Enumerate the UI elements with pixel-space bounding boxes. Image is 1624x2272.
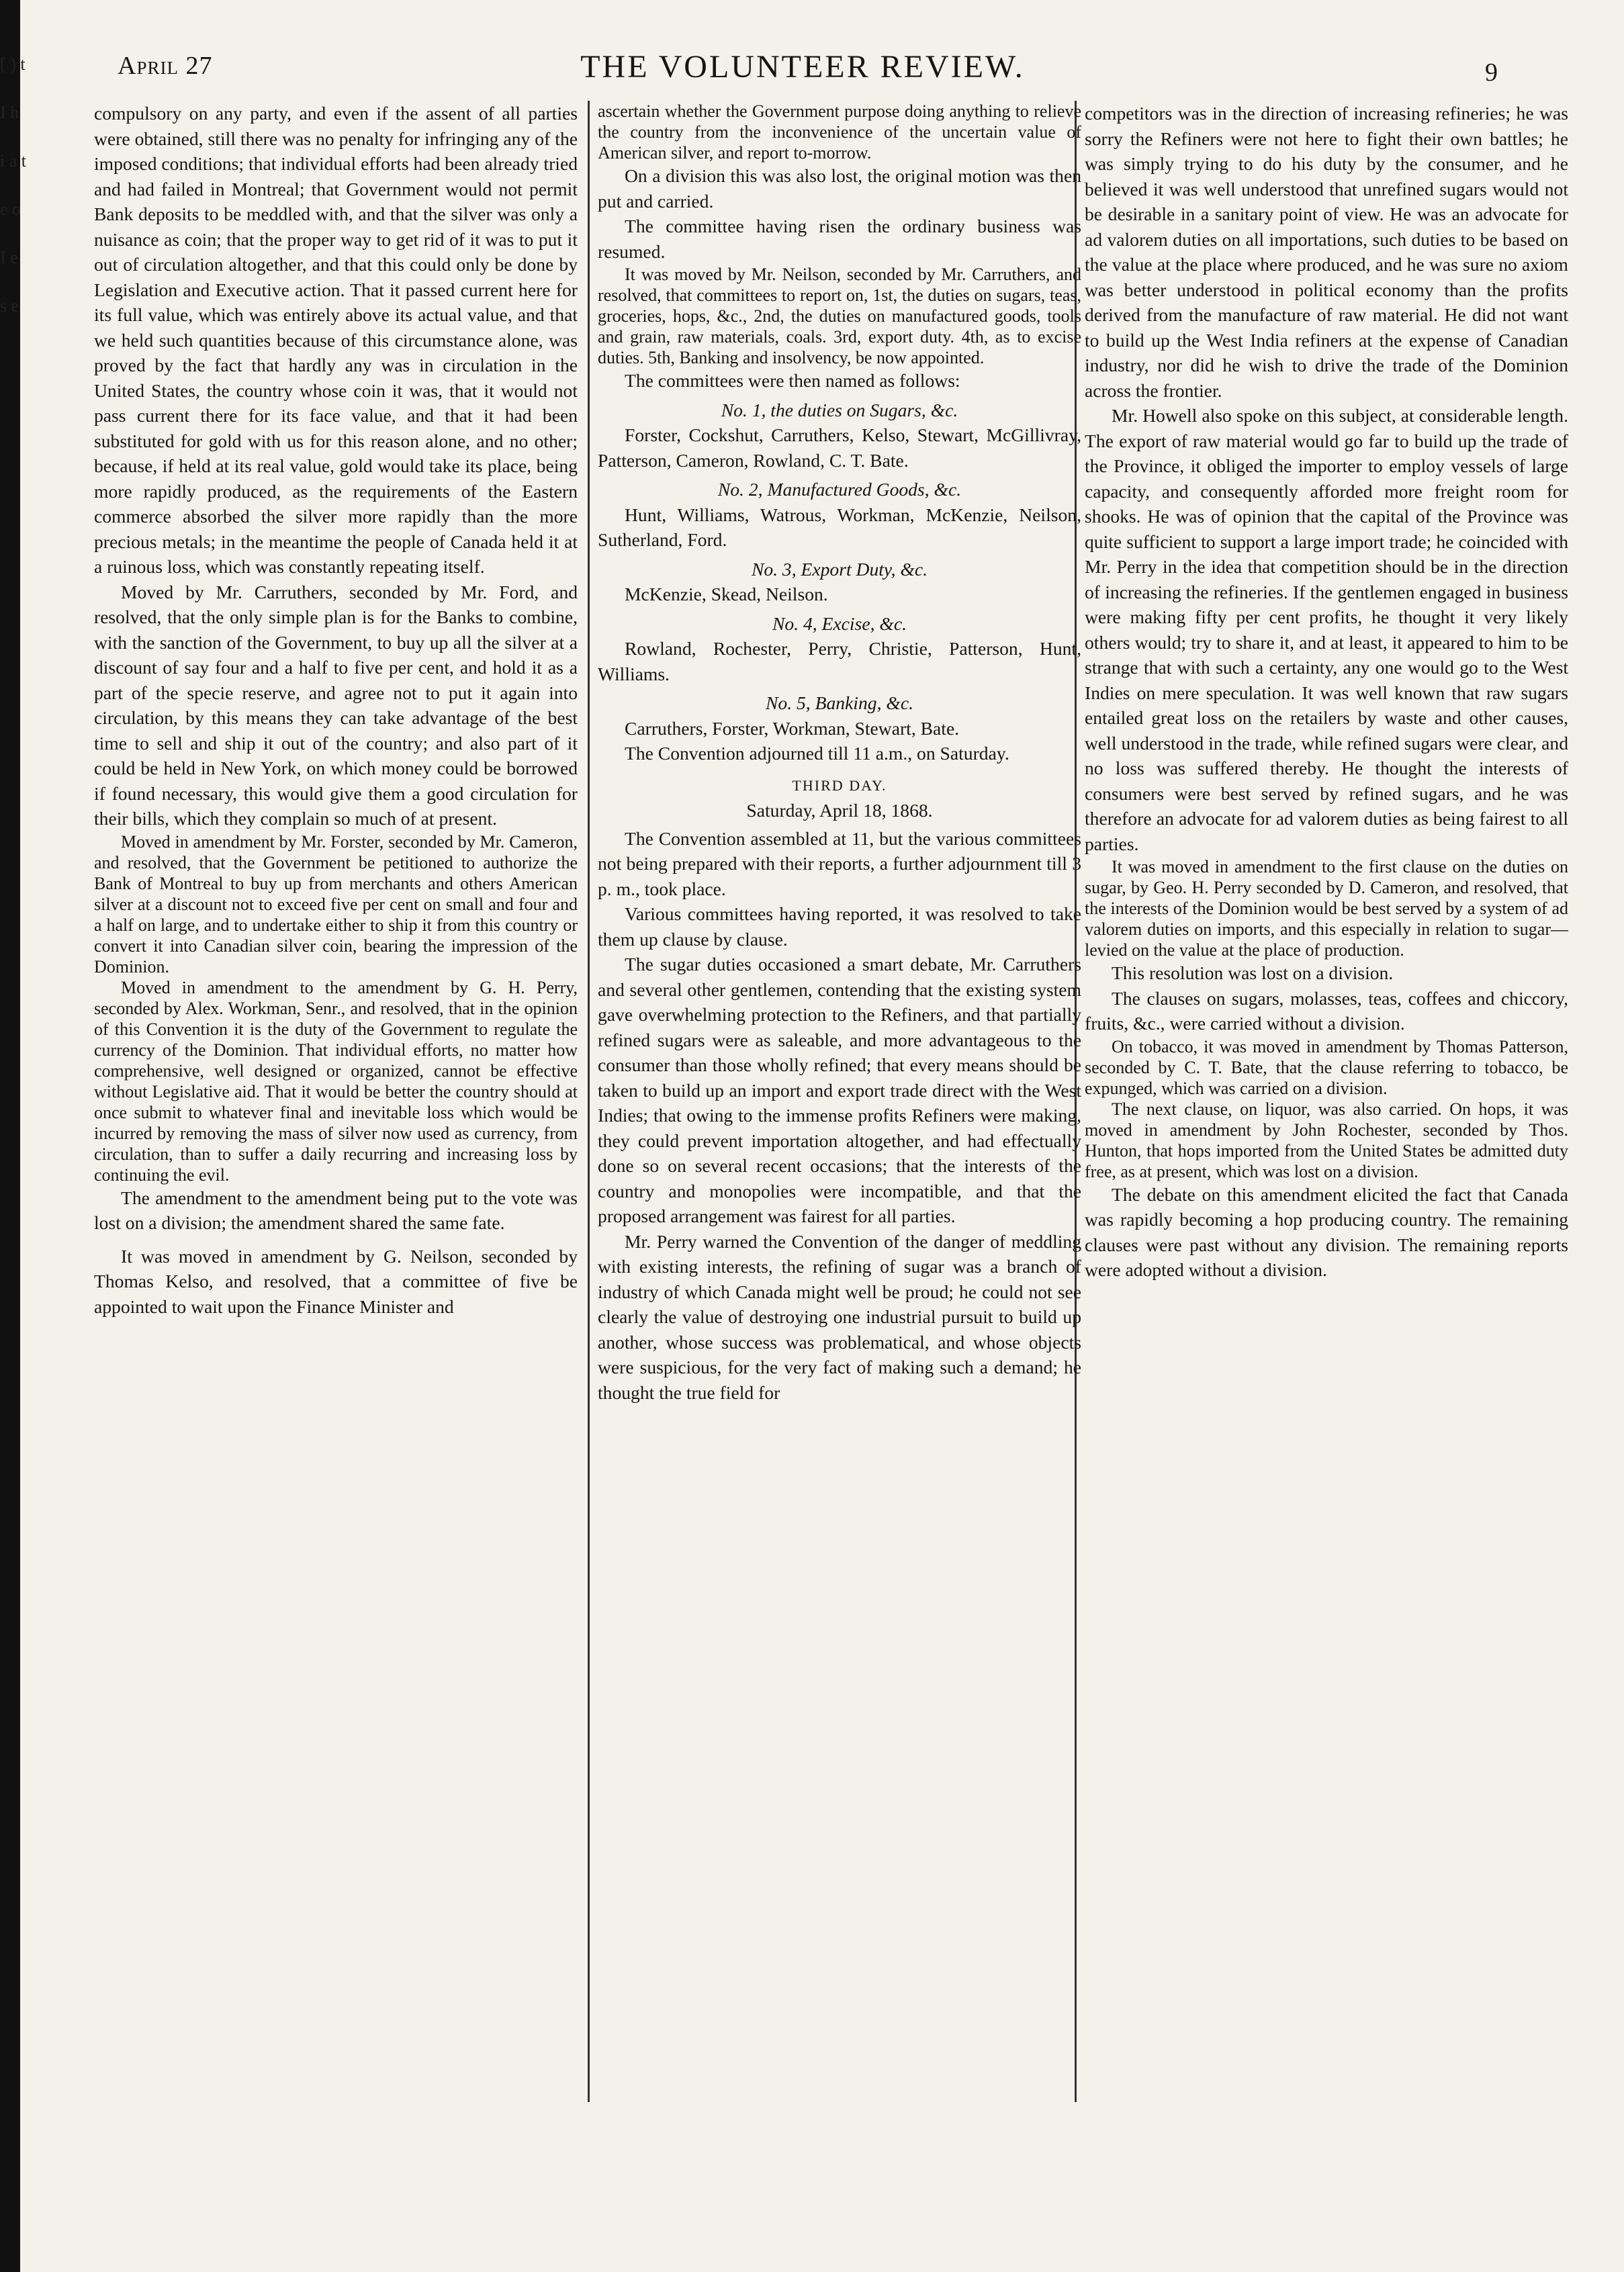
paragraph: The Convention assembled at 11, but the various committees not being prepared with their reports, a further adjournment till 3 p. m., took place. [598, 827, 1081, 899]
paragraph: It was moved in amendment to the first clause on the duties on sugar, by Geo. H. Perry seconded by D. Cameron, and resolved, that the interests of the Dominion would be best served by a system of ad valorem duties on imports, and this especially in relation to sugar—levied on the value at the place of production. [1085, 857, 1568, 960]
paragraph: The committees were then named as follows: [625, 370, 960, 391]
column-2 [598, 101, 1081, 2109]
paragraph: It was moved in amendment by G. Neilson, seconded by Thomas Kelso, and resolved, that a committee of five be appointed to wait upon the Finance Minister and [94, 1245, 578, 1317]
paragraph: The debate on this amendment elicited the fact that Canada was rapidly becoming a hop producing country. The remaining clauses were past without any division. The remaining reports were adopted without a division. [1085, 1183, 1568, 1280]
page-number: 9 [1485, 58, 1498, 87]
header-title: THE VOLUNTEER REVIEW. [580, 49, 1025, 85]
paragraph: ascertain whether the Government purpose doing anything to relieve the country from the inconvenience of the uncertain value of American silver, and report to-morrow. [598, 101, 1081, 163]
page-header [118, 48, 1498, 95]
section-date: Saturday, April 18, 1868. [746, 800, 933, 821]
paragraph: Mr. Perry warned the Convention of the danger of meddling with existing interests, the refining of sugar was a branch of industry of which Canada might well be proud; he could not see clearly the value of destroying one industrial pursuit to build up another, whose success was problematical, and whose objects were suspicious, for the very fact of making such a demand; he thought the true field for [598, 1230, 1081, 1403]
paragraph: competitors was in the direction of increasing refineries; he was sorry the Refiners were not here to fight their own battles; he was simply trying to do his duty by the consumer, and he believed it was well understood that unrefined sugars would not be desirable in a sanitary point of view. He was an advocate for ad valorem duties on all importations, such duties to be based on the value at the place where produced, and he was sure no axiom was better understood in political economy than the profits derived from the manufacture of raw material. He did not want to build up the West India refiners at the expense of Canadian industry, nor did he wish to drive the trade of the Dominion across the frontier. [1085, 103, 1568, 401]
paragraph: Moved by Mr. Carruthers, seconded by Mr. Ford, and resolved, that the only simple plan is for the Banks to combine, with the sanction of the Government, to buy up all the silver at a discount of say four and a half to five per cent, and hold it as a part of the specie reserve, and agree not to put it again into circulation, by this means they can take advantage of the best time to sell and ship it out of the country; and also part of it could be held in New York, on which money could be borrowed if found necessary, this would give them a good circulation for their bills, which they complain so much of at present. [94, 581, 578, 829]
paragraph: Moved in amendment by Mr. Forster, seconded by Mr. Cameron, and resolved, that the Government be petitioned to authorize the Bank of Montreal to buy up from merchants and others American silver at a discount not to exceed five per cent on small and four and a half on large, and to undertake either to ship it from this country or convert it into Canadian silver coin, bearing the impression of the Dominion. [94, 831, 578, 976]
header-date: April 27 [118, 52, 213, 80]
paragraph: Moved in amendment to the amendment by G. H. Perry, seconded by Alex. Workman, Senr., and resolved, that in the opinion of this Convention it is the duty of the Government to regulate the currency of the Dominion. That individual efforts, no matter how comprehensive, well designed or organized, cannot be effective without Legislative aid. That it would be better the country should at once submit to whatever final and inevitable loss which would be incurred by removing the mass of silver now used as currency, from circulation, than to suffer a daily recurring and increasing loss by continuing the evil. [94, 977, 578, 1185]
column-rule [588, 101, 590, 2102]
column-1 [94, 101, 578, 2109]
paragraph: The amendment to the amendment being put to the vote was lost on a division; the amendment shared the same fate. [94, 1187, 578, 1233]
committee-heading: No. 4, Excise, &c. [772, 612, 907, 634]
committee-heading: No. 1, the duties on Sugars, &c. [721, 399, 958, 420]
paragraph: On tobacco, it was moved in amendment by Thomas Patterson, seconded by C. T. Bate, that the clause referring to tobacco, be expunged, which was carried on a division. [1085, 1036, 1568, 1098]
column-3 [1085, 101, 1568, 2109]
binding-edge [0, 0, 20, 2272]
committee-members: Rowland, Rochester, Perry, Christie, Patterson, Hunt, Williams. [598, 638, 1081, 684]
committee-members: Hunt, Williams, Watrous, Workman, McKenzie, Neilson, Sutherland, Ford. [598, 504, 1081, 550]
paragraph: It was moved by Mr. Neilson, seconded by Mr. Carruthers, and resolved, that committees to report on, 1st, the duties on sugars, teas, groceries, hops, &c., 2nd, the duties on manufactured goods, tools and grain, raw materials, coals. 3rd, export duty. 4th, as to excise duties. 5th, Banking and insolvency, be now appointed. [598, 265, 1081, 367]
paragraph: The sugar duties occasioned a smart debate, Mr. Carruthers and several other gentlemen, contending that the existing system gave overwhelming protection to the Refiners, and that partially refined sugars were as saleable, and more advantageous to the consumer than those wholly refined; that every means should be taken to build up an import and export trade direct with the West Indies; that owing to the immense profits Refiners were making, they could prevent importation altogether, and had effectually done so on several recent occasions; that the interests of the country and monopolies were incompatible, and that the proposed arrangement was fairest for all parties. [598, 954, 1081, 1226]
cropped-edge-text: [ ) t I h i a t e o I e s e [0, 54, 26, 316]
paragraph: The clauses on sugars, molasses, teas, coffees and chiccory, fruits, &c., were carried without a division. [1085, 987, 1568, 1034]
paragraph: The next clause, on liquor, was also carried. On hops, it was moved in amendment by John Rochester, seconded by Thos. Hunton, that hops imported from the United States be admitted duty free, as at present, which was lost on a division. [1085, 1099, 1568, 1181]
committee-heading: No. 5, Banking, &c. [766, 692, 913, 713]
paragraph: Various committees having reported, it was resolved to take them up clause by clause. [598, 903, 1081, 950]
paragraph: The committee having risen the ordinary business was resumed. [598, 216, 1081, 262]
committee-members: Carruthers, Forster, Workman, Stewart, Bate. [625, 717, 960, 739]
paragraph: On a division this was also lost, the original motion was then put and carried. [598, 165, 1081, 212]
section-heading: THIRD DAY. [792, 776, 887, 794]
paragraph: compulsory on any party, and even if the assent of all parties were obtained, still there was no penalty for infringing any of the imposed conditions; that individual efforts had been already tried and had failed in Montreal; that Government would not permit Bank deposits to be meddled with, and that the silver was only a nuisance as coin; that the proper way to get rid of it was to put it out of circulation altogether, and that this could only be done by Legislation and Executive action. That it passed current here for its full value, which was entirely above its actual value, and that we held such quantities because of this circumstance alone, was proved by the fact that hardly any was in circulation in the United States, the country whose coin it was, that it would not pass current there for its face value, and that it had been substituted for gold with us for this reason alone, and no other; because, if held at its real value, gold would take its place, being more rapidly produced, as the requirements of the Eastern commerce absorbed the silver more rapidly than the more precious metals; in the meantime the people of Canada held it at a ruinous loss, which was constantly repeating itself. [94, 103, 578, 577]
paragraph: This resolution was lost on a division. [1112, 962, 1394, 983]
paragraph: The Convention adjourned till 11 a.m., on Saturday. [625, 743, 1009, 764]
paragraph: Mr. Howell also spoke on this subject, at considerable length. The export of raw material would go far to build up the trade of the Province, it obliged the importer to employ vessels of large capacity, and consequently afforded more freight room for shooks. He was of opinion that the capital of the Province was quite sufficient to support a large import trade; he coincided with Mr. Perry in the idea that competition should be in the direction of increasing the refineries. If the gentlemen engaged in business were making fifty per cent profits, he thought it very likely others would; try to share it, and at least, it appeared to him to be strange that with such a certainty, any one would go to the West Indies on mere speculation. It was well known that raw sugars entailed great loss on the retailers by waste and other causes, well understood in the trade, while refined sugars were clear, and no loss was suffered thereby. He thought the interests of consumers were best served by refined sugars, and he was therefore an advocate for ad valorem duties as being fairest to all parties. [1085, 405, 1568, 854]
committee-members: McKenzie, Skead, Neilson. [625, 584, 828, 604]
committee-heading: No. 3, Export Duty, &c. [751, 558, 928, 580]
committee-heading: No. 2, Manufactured Goods, &c. [717, 479, 962, 500]
committee-members: Forster, Cockshut, Carruthers, Kelso, Stewart, McGillivray, Patterson, Cameron, Rowland, C. T. Bate. [598, 424, 1081, 471]
